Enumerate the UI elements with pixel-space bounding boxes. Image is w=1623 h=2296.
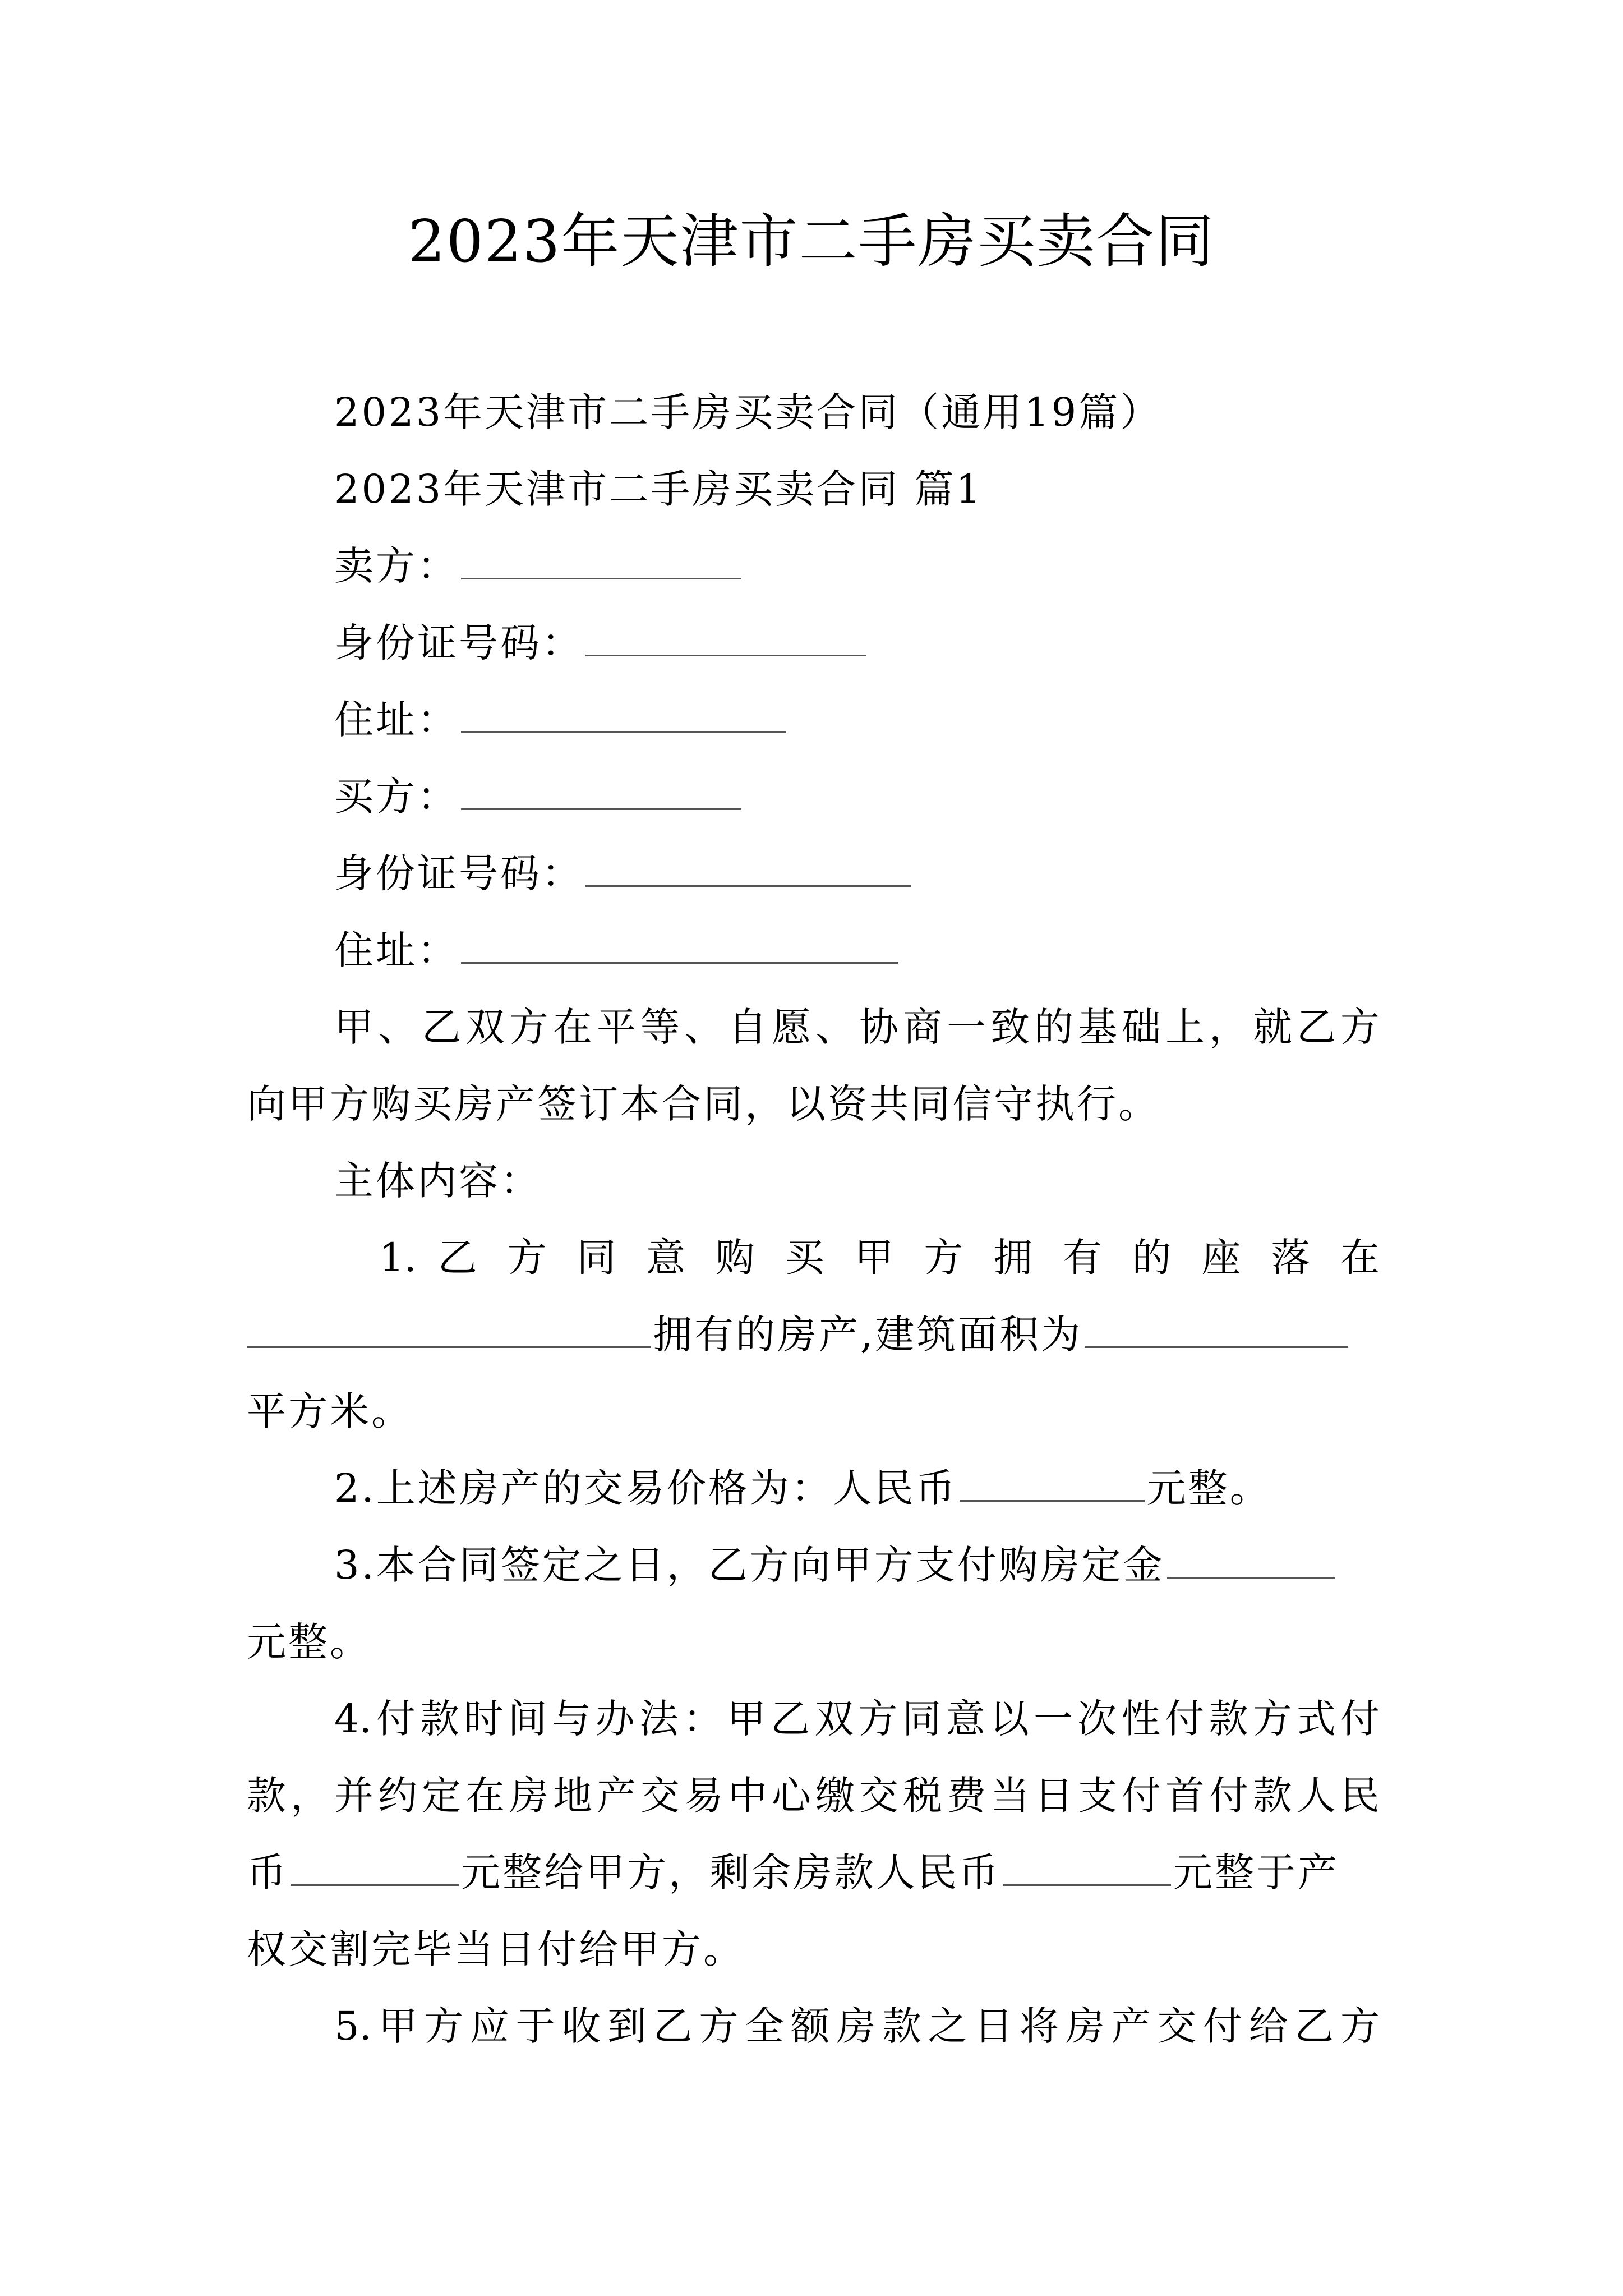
buyer-blank bbox=[461, 769, 741, 810]
clause-4-end-text: 元整于产 bbox=[1173, 1849, 1339, 1895]
clause-2 bbox=[334, 1457, 1271, 1519]
buyer-address-blank bbox=[461, 923, 898, 964]
clause-4-currency: 币 bbox=[247, 1849, 288, 1895]
seller-id-field bbox=[334, 612, 868, 674]
clause-3-text: 3.本合同签定之日，乙方向甲方支付购房定金 bbox=[334, 1542, 1165, 1588]
buyer-address-field bbox=[334, 919, 901, 981]
clause-4-line-1: 4.付款时间与办法：甲乙双方同意以一次性付款方式付 bbox=[334, 1696, 1380, 1742]
clause-5-line-1: 5.甲方应于收到乙方全额房款之日将房产交付给乙方 bbox=[334, 2003, 1380, 2049]
buyer-label: 买方： bbox=[334, 774, 459, 820]
clause-3-line-2: 元整。 bbox=[247, 1619, 371, 1665]
seller-field bbox=[334, 535, 744, 597]
seller-label: 卖方： bbox=[334, 543, 459, 589]
seller-address-field bbox=[334, 689, 789, 751]
buyer-id-blank bbox=[585, 846, 911, 887]
intro-paragraph-line-1: 甲、乙双方在平等、自愿、协商一致的基础上，就乙方 bbox=[334, 1004, 1380, 1050]
clause-1-line-1: 1. 乙 方 同 意 购 买 甲 方 拥 有 的 座 落 在 bbox=[379, 1235, 1380, 1281]
clause-2-text: 2.上述房产的交易价格为：人民币 bbox=[334, 1465, 957, 1511]
clause-1-location-blank bbox=[247, 1307, 651, 1348]
clause-1-line-3: 平方米。 bbox=[247, 1388, 413, 1434]
seller-id-label: 身份证号码： bbox=[334, 620, 583, 666]
seller-id-blank bbox=[585, 615, 866, 656]
intro-paragraph-line-2: 向甲方购买房产签订本合同，以资共同信守执行。 bbox=[247, 1081, 1160, 1127]
buyer-address-label: 住址： bbox=[334, 927, 459, 973]
seller-address-label: 住址： bbox=[334, 697, 459, 743]
section-heading: 2023年天津市二手房买卖合同 篇1 bbox=[334, 466, 983, 512]
clause-1-area-blank bbox=[1085, 1307, 1348, 1348]
clause-4-line-4: 权交割完毕当日付给甲方。 bbox=[247, 1926, 745, 1972]
clause-1-area-text: 拥有的房产,建筑面积为 bbox=[653, 1312, 1083, 1358]
document-title: 2023年天津市二手房买卖合同 bbox=[408, 207, 1215, 275]
seller-blank bbox=[461, 539, 741, 579]
clause-1-line-2 bbox=[247, 1304, 1350, 1365]
seller-address-blank bbox=[461, 692, 786, 733]
clause-4-down-payment-blank bbox=[291, 1845, 459, 1886]
clause-3-line-1 bbox=[334, 1534, 1338, 1596]
clause-4-balance-blank bbox=[1003, 1845, 1171, 1886]
main-content-label: 主体内容： bbox=[334, 1158, 542, 1204]
clause-4-line-2: 款，并约定在房地产交易中心缴交税费当日支付首付款人民 bbox=[247, 1773, 1380, 1819]
buyer-field bbox=[334, 766, 744, 827]
clause-2-suffix: 元整。 bbox=[1146, 1465, 1271, 1511]
clause-2-price-blank bbox=[960, 1461, 1145, 1502]
clause-4-line-3 bbox=[247, 1842, 1339, 1903]
buyer-id-field bbox=[334, 843, 913, 904]
buyer-id-label: 身份证号码： bbox=[334, 850, 583, 896]
clause-4-middle-text: 元整给甲方，剩余房款人民币 bbox=[461, 1849, 1000, 1895]
document-subtitle: 2023年天津市二手房买卖合同（通用19篇） bbox=[334, 389, 1162, 435]
clause-3-deposit-blank bbox=[1167, 1538, 1335, 1579]
